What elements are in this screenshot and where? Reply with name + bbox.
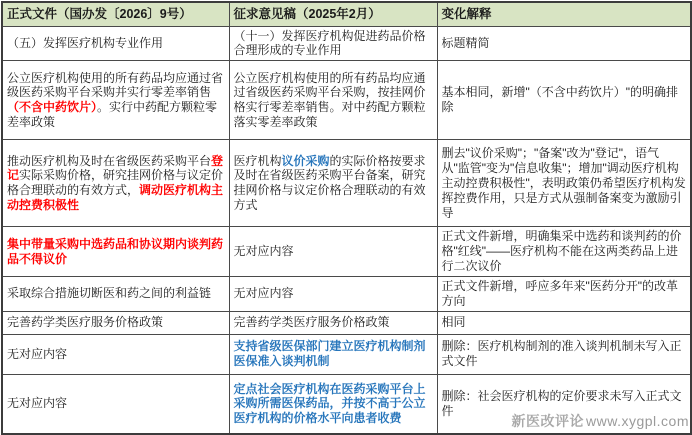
table-cell [2,374,229,434]
table-row [2,26,691,61]
cell-text: 无对应内容 [233,286,294,301]
policy-comparison-table [1,1,692,435]
highlight-text-red: 集中带量采购中选药品和协议期内谈判药品不得议价 [7,236,224,266]
cell-text: 完善药学类医疗服务价格政策 [233,315,390,330]
table-cell [229,311,437,334]
table-cell [437,334,691,374]
table-cell [437,26,691,61]
highlight-text-red: 登记 [7,153,224,183]
cell-text: 医疗机构 [233,153,282,168]
header-col-official-document: 正式文件（国办发〔2026〕9号） [2,2,229,26]
table-cell [2,61,229,140]
highlight-text-blue: 议价采购 [281,153,330,168]
table-cell [437,276,691,311]
cell-text: 删去"议价采购"；"备案"改为"登记"，语气从"监管"变为"信息收集"；增加"调动医疗机构主动控费积极性"，表明政策仍希望医疗机构发挥控费作用，只是方式从强制备案变为激励引导 [441,146,686,220]
cell-text: 无对应内容 [7,396,68,411]
cell-text: 相同 [441,315,466,330]
table-cell [2,26,229,61]
table-header [2,2,691,26]
cell-text: 正式文件新增，呼应多年来"医药分开"的改革方向 [441,278,679,308]
table-row [2,311,691,334]
cell-text: 公立医疗机构使用的所有药品均应通过省级医药采购平台采购，按挂网价格实行零差率销售。对中药配方颗粒落实零差率政策 [233,70,426,130]
header-row [2,2,691,26]
table-cell [437,311,691,334]
table-cell [229,140,437,227]
watermark-url: www.xygpl.com [586,413,689,429]
table-cell [437,227,691,277]
highlight-text-blue: 定点社会医疗机构在医药采购平台上采购所需医保药品，并按不高于公立医疗机构的价格水平向患者收费 [233,381,426,426]
cell-text: 无对应内容 [233,244,294,259]
table-cell [2,311,229,334]
table-cell [229,334,437,374]
cell-text: 推动医疗机构及时在省级医药采购平台 [7,153,212,168]
table-cell [229,374,437,434]
cell-text: 完善药学类医疗服务价格政策 [7,315,164,330]
cell-text: 采取综合措施切断医和药之间的利益链 [7,286,212,301]
table-cell [229,276,437,311]
table-cell [437,61,691,140]
cell-text: 删除：医疗机构制剂的准入谈判机制未写入正式文件 [441,339,682,369]
cell-text: （十一）发挥医疗机构促进药品价格合理形成的专业作用 [233,28,426,58]
cell-text: 公立医疗机构使用的所有药品均应通过省级医药采购平台采购并实行零差率销售 [7,70,224,100]
table-cell [2,227,229,277]
cell-text: （五）发挥医疗机构专业作用 [7,35,164,50]
table-row [2,334,691,374]
cell-text: 实际采购价格，研究挂网价格与议定价格合理联动的有效方式， [7,168,224,198]
header-col-change-explanation: 变化解释 [437,2,691,26]
table-row [2,227,691,277]
table-cell [229,26,437,61]
header-col-draft-for-comment: 征求意见稿（2025年2月） [229,2,437,26]
cell-text: 正式文件新增，明确集采中选药和谈判药的价格"红线"——医疗机构不能在这两类药品上进行二次议价 [441,229,682,273]
cell-text: 基本相同，新增"（不含中药饮片）"的明确排除 [441,85,679,115]
cell-text: 无对应内容 [7,346,68,361]
highlight-text-red: 调动医疗机构主动控费积极性 [7,183,224,213]
table-cell [229,227,437,277]
table-row [2,276,691,311]
highlight-text-blue: 支持省级医保部门建立医疗机构制剂医保准入谈判机制 [233,339,426,369]
table-cell [2,140,229,227]
highlight-text-red: （不含中药饮片） [7,100,98,115]
cell-text: 标题精简 [441,35,490,50]
watermark [512,411,689,431]
cell-text: 删除：社会医疗机构的定价要求未写入正式文件 [441,389,682,418]
table-cell [2,334,229,374]
cell-text: 的实际价格按要求及时在省级医药采购平台备案，研究挂网价格与议定价格合理联动的有效方式 [233,153,426,213]
table-row [2,61,691,140]
cell-text: 。实行中药配方颗粒零差率政策 [7,100,218,130]
table-cell [437,140,691,227]
table-body [2,26,691,434]
table-cell [2,276,229,311]
watermark-brand: 新医改评论 [511,413,585,429]
table-row [2,140,691,227]
table-cell [229,61,437,140]
